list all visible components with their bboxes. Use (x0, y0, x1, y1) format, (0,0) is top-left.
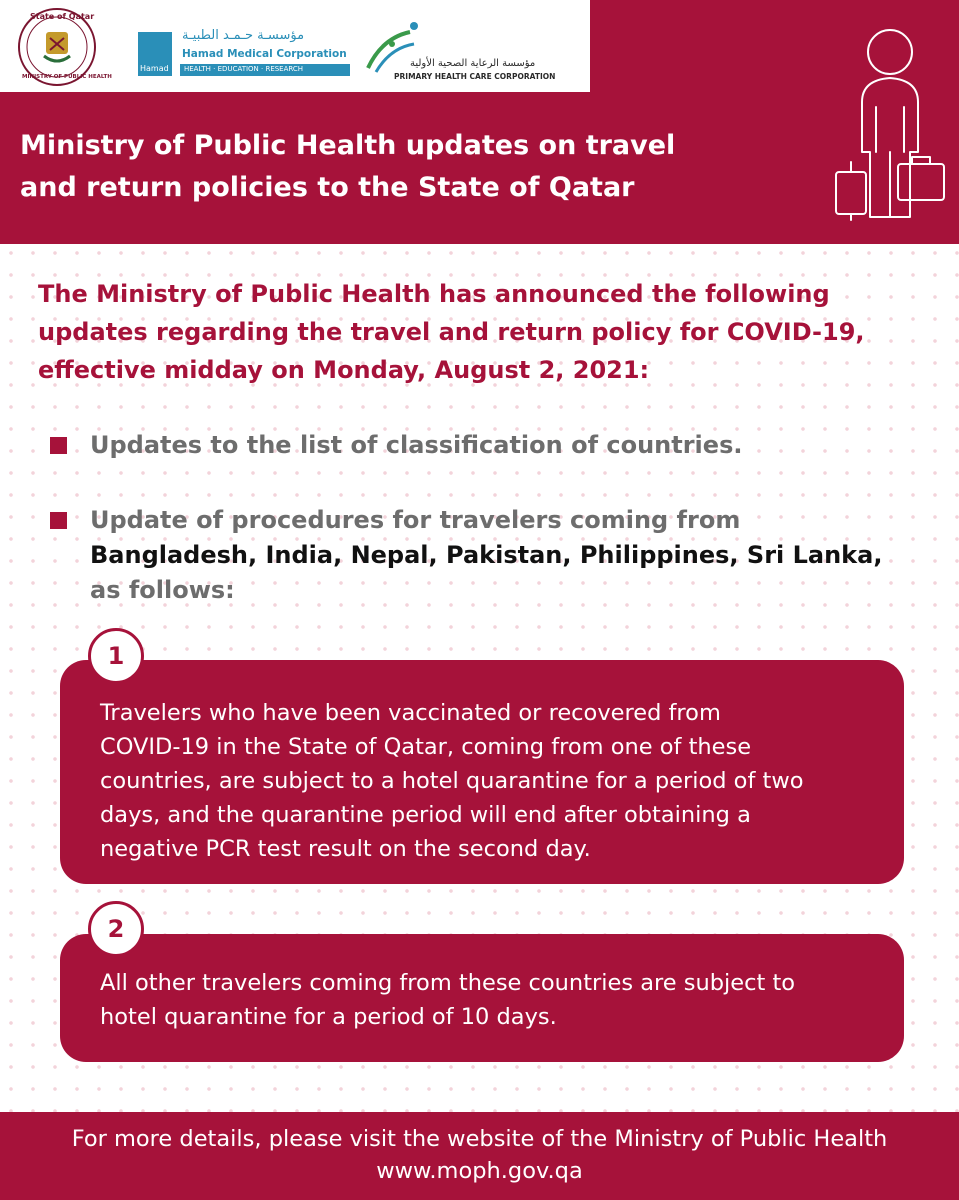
footer-url-link[interactable]: www.moph.gov.qa (376, 1158, 583, 1184)
intro-line2: updates regarding the travel and return policy for COVID-19, (38, 318, 865, 346)
hmc-logo-arabic: مؤسسـة حـمـد الطبيـة (182, 28, 305, 43)
bullet-item-text: Updates to the list of classification of countries. (90, 431, 743, 459)
page-title-line1: Ministry of Public Health updates on travel (20, 130, 676, 161)
hmc-logo-tagline: HEALTH · EDUCATION · RESEARCH (184, 65, 304, 73)
step-box-2 (60, 934, 904, 1062)
bullet-item-classification (90, 428, 940, 463)
bullet-item-tail: as follows: (90, 576, 235, 604)
page-title (20, 125, 800, 209)
hmc-logo (138, 28, 348, 80)
intro-text (38, 275, 938, 389)
moph-logo (16, 6, 112, 88)
intro-line3: effective midday on Monday, August 2, 2021: (38, 356, 650, 384)
page-title-line2: and return policies to the State of Qatar (20, 172, 635, 203)
hmc-logo-name: Hamad Medical Corporation (182, 48, 347, 60)
bullet-marker (50, 512, 67, 529)
step-2-line: hotel quarantine for a period of 10 days. (100, 1004, 557, 1030)
step-1-line: Travelers who have been vaccinated or recovered from (100, 700, 721, 726)
step-box-1 (60, 660, 904, 884)
step-1-line: COVID-19 in the State of Qatar, coming from one of these (100, 734, 752, 760)
phcc-logo-arabic: مؤسسة الرعاية الصحية الأولية (410, 58, 536, 69)
step-1-line: countries, are subject to a hotel quarantine for a period of two (100, 768, 804, 794)
moph-logo-text: State of Qatar (30, 12, 95, 21)
step-1-line: negative PCR test result on the second day. (100, 836, 591, 862)
step-1-line: days, and the quarantine period will end after obtaining a (100, 802, 751, 828)
traveler-icon (820, 12, 959, 222)
phcc-logo (362, 18, 556, 82)
bullet-item-procedures (90, 503, 940, 608)
phcc-logo-name: PRIMARY HEALTH CARE CORPORATION (394, 72, 556, 81)
footer-text: For more details, please visit the website of the Ministry of Public Health (71, 1126, 888, 1152)
moph-logo-subtext: MINISTRY OF PUBLIC HEALTH (22, 74, 112, 80)
bullet-marker (50, 437, 67, 454)
step-1-text (100, 696, 874, 866)
footer (0, 1112, 959, 1200)
step-number-1: 1 (88, 628, 144, 684)
step-number-2: 2 (88, 901, 144, 957)
step-2-line: All other travelers coming from these countries are subject to (100, 970, 796, 996)
intro-line1: The Ministry of Public Health has announced the following (38, 280, 830, 308)
countries-list: Bangladesh, India, Nepal, Pakistan, Philippines, Sri Lanka, (90, 541, 883, 569)
bullet-item-text: Update of procedures for travelers coming from (90, 506, 741, 534)
hmc-logo-mark (138, 32, 172, 76)
hmc-logo-badge: Hamad (140, 64, 169, 73)
step-2-text (100, 966, 874, 1034)
